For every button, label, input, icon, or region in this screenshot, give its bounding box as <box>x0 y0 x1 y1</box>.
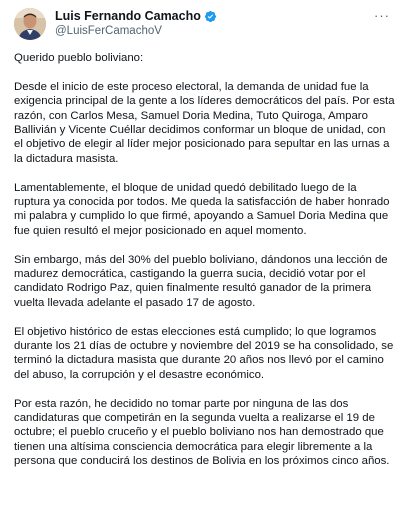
tweet-text-line: El objetivo histórico de estas elecciones está cumplido; lo que logramos <box>14 325 377 338</box>
tweet-text-line: Lamentablemente, el bloque de unidad quedó debilitado luego de la <box>14 181 357 194</box>
tweet-text-line: candidaturas que competirán en la segunda vuelta a realizarse el 19 de <box>14 412 375 425</box>
tweet-text-line: razón, con Carlos Mesa, Samuel Doria Medina, Tuto Quiroga, Amparo <box>14 109 368 122</box>
tweet-text-line: el objetivo de elegir al líder mejor posicionado para sepultar en las urnas a <box>14 138 390 151</box>
tweet-text-line: del abuso, la corrupción y el desastre económico. <box>14 368 265 381</box>
tweet-text-line: Desde el inicio de este proceso electoral, la demanda de unidad fue la <box>14 80 369 93</box>
tweet-text-line: fue quien resultó el mejor posicionado en aquel momento. <box>14 224 307 237</box>
tweet-text <box>14 51 394 469</box>
author-block <box>55 9 217 39</box>
tweet-text-line: ruptura ya conocida por todos. Me queda la satisfacción de haber honrado <box>14 196 390 209</box>
tweet-text-line: madurez democrática, castigando la guerra sucia, decidió votar por el <box>14 268 366 281</box>
author-handle[interactable]: @LuisFerCamachoV <box>55 25 162 37</box>
tweet-paragraph <box>14 397 394 469</box>
tweet-paragraph <box>14 181 394 239</box>
tweet-paragraph <box>14 80 394 166</box>
tweet-text-line: tienen una altísima consciencia democrática para elegir libremente a la <box>14 440 373 453</box>
tweet-paragraph <box>14 51 394 65</box>
avatar[interactable] <box>14 8 46 40</box>
tweet-text-line: Sin embargo, más del 30% del pueblo boliviano, dándonos una lección de <box>14 253 388 266</box>
tweet-text-line: terminó la dictadura masista que durante 20 años nos llevó por el camino <box>14 354 384 367</box>
author-name-row <box>55 9 217 24</box>
tweet-text-line: durante los 21 días de octubre y noviembre del 2019 se ha consolidado, se <box>14 340 394 353</box>
tweet-paragraph <box>14 325 394 383</box>
tweet-text-line: candidato Rodrigo Paz, quien finalmente resultó ganador de la primera <box>14 282 372 295</box>
tweet-text-line: mi palabra y cumplido lo que firmé, apoyando a Samuel Doria Medina que <box>14 210 389 223</box>
tweet-text-line: la dictadura masista. <box>14 152 119 165</box>
author-display-name[interactable]: Luis Fernando Camacho <box>55 9 201 23</box>
tweet-text-line: Ballivián y Vicente Cuéllar decidimos conformar un bloque de unidad, con <box>14 124 386 137</box>
tweet-text-line: octubre; el pueblo cruceño y el pueblo boliviano nos han demostrado que <box>14 426 384 439</box>
tweet-text-line: exigencia principal de la gente a los líderes democráticos del país. Por esta <box>14 95 395 108</box>
tweet-header <box>14 6 390 42</box>
avatar-portrait-icon <box>14 8 46 40</box>
tweet-text-line: persona que conducirá los destinos de Bolivia en los próximos cinco años. <box>14 455 390 468</box>
tweet-text-line: Por esta razón, he decidido no tomar parte por ninguna de las dos <box>14 397 349 410</box>
more-options-icon[interactable]: ··· <box>374 8 390 23</box>
tweet-text-line: vuelta llevada adelante el pasado 17 de agosto. <box>14 296 256 309</box>
tweet-text-line: Querido pueblo boliviano: <box>14 52 144 64</box>
tweet-paragraph <box>14 253 394 311</box>
verified-badge-icon <box>204 10 217 23</box>
